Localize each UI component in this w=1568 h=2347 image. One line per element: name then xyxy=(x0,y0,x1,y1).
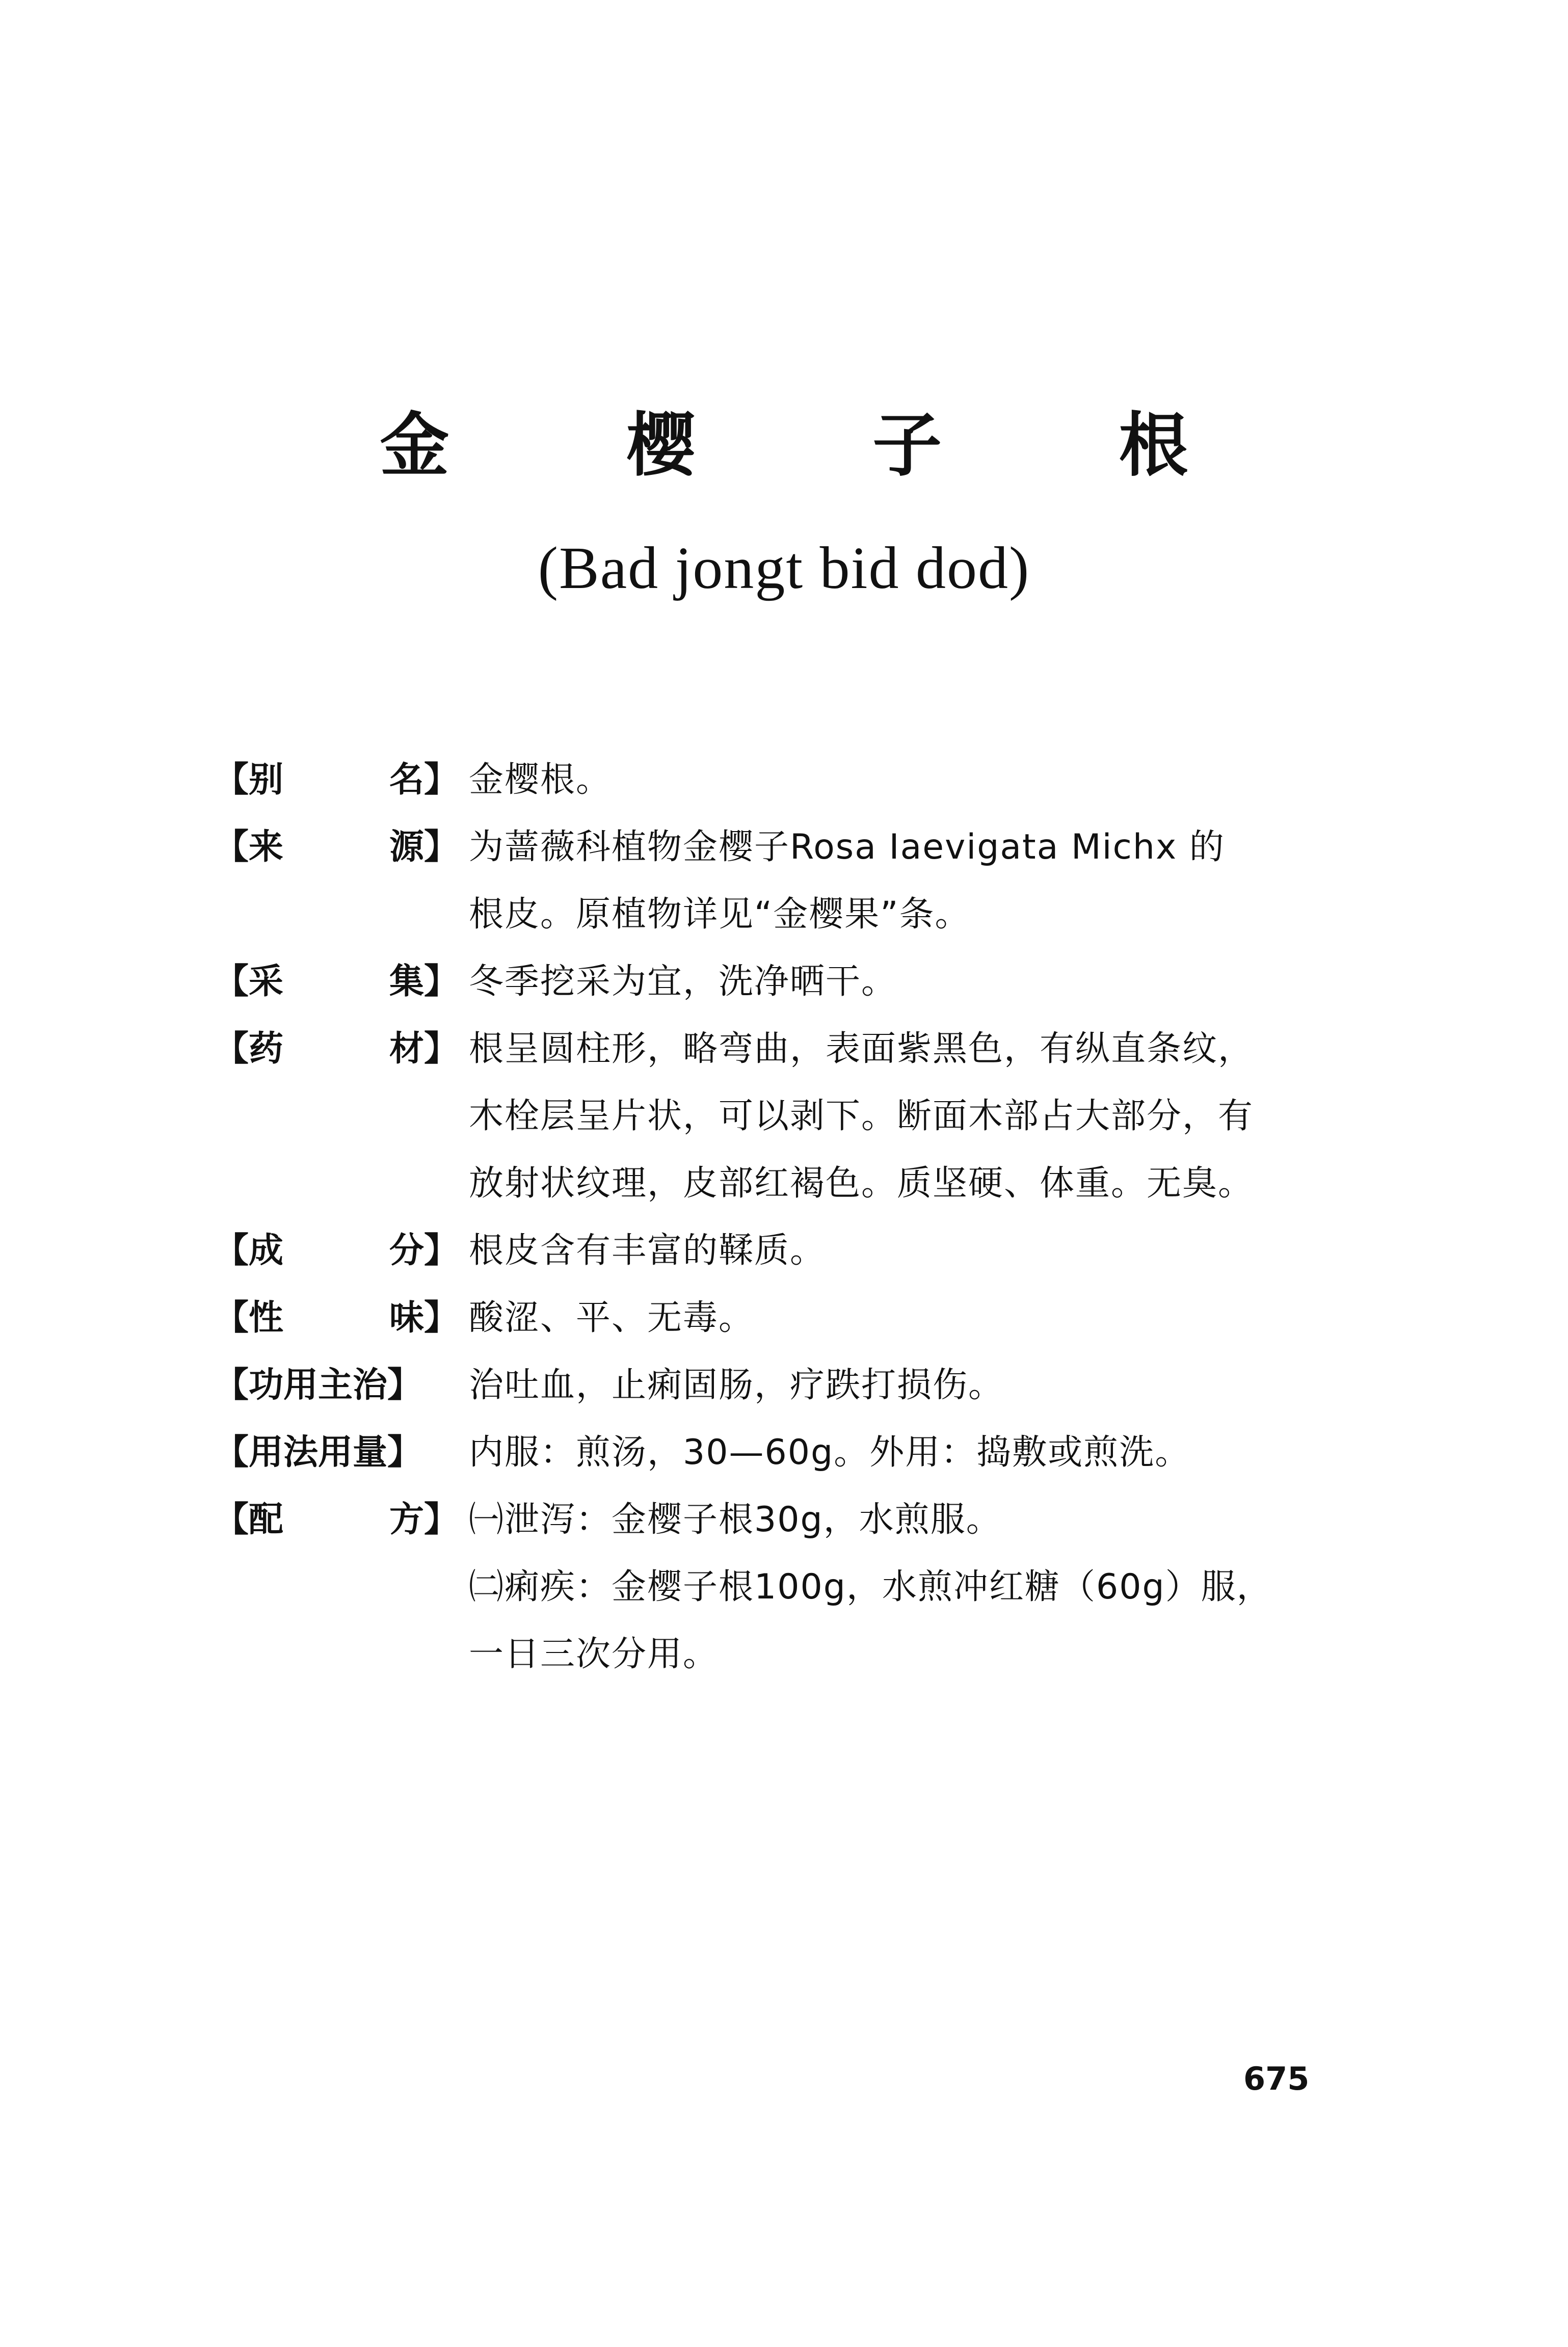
section-body xyxy=(459,814,1427,948)
section-usage xyxy=(214,1419,1427,1486)
section-body xyxy=(459,1217,1427,1285)
section-label-end: 方】 xyxy=(389,1500,459,1540)
section-line: 冬季挖采为宜，洗净晒干。 xyxy=(469,962,897,1002)
section-label xyxy=(214,746,459,814)
section-label xyxy=(214,1217,459,1285)
section-line: 木栓层呈片状，可以剥下。断面木部占大部分，有 xyxy=(469,1096,1254,1136)
entry-subtitle: (Bad jongt bid dod) xyxy=(538,535,1030,601)
section-composition xyxy=(214,1217,1427,1285)
section-line: 一日三次分用。 xyxy=(469,1634,719,1674)
section-label xyxy=(214,814,459,881)
section-label-end: 分】 xyxy=(389,1231,459,1271)
section-alias xyxy=(214,746,1427,814)
section-line: 根皮含有丰富的鞣质。 xyxy=(469,1231,826,1271)
section-label-start: 【来 xyxy=(214,827,284,867)
section-source xyxy=(214,814,1427,948)
section-label-end: 味】 xyxy=(389,1298,459,1338)
section-line: ㈠泄泻：金樱子根30g，水煎服。 xyxy=(469,1500,1002,1540)
section-label-start: 【功用主治】 xyxy=(214,1365,422,1405)
section-line: ㈡痢疾：金樱子根100g，水煎冲红糖（60g）服， xyxy=(469,1567,1272,1607)
section-label-end: 源】 xyxy=(389,827,459,867)
section-label-start: 【性 xyxy=(214,1298,284,1338)
section-line: 根呈圆柱形，略弯曲，表面紫黑色，有纵直条纹， xyxy=(469,1029,1254,1069)
section-label xyxy=(214,1285,459,1352)
entry-title: 金 樱 子 根 xyxy=(380,406,1265,486)
section-line: 金樱根。 xyxy=(469,760,612,800)
section-label-start: 【成 xyxy=(214,1231,284,1271)
section-body xyxy=(459,1285,1427,1352)
section-label-start: 【用法用量】 xyxy=(214,1432,422,1473)
section-collection xyxy=(214,948,1427,1016)
section-label-end: 材】 xyxy=(389,1029,459,1069)
section-label-end: 名】 xyxy=(389,760,459,800)
section-label-start: 【配 xyxy=(214,1500,284,1540)
section-line: 酸涩、平、无毒。 xyxy=(469,1298,755,1338)
section-line: 放射状纹理，皮部红褐色。质坚硬、体重。无臭。 xyxy=(469,1163,1254,1204)
section-body xyxy=(459,1352,1427,1419)
section-taste xyxy=(214,1285,1427,1352)
section-body xyxy=(459,746,1427,814)
section-label xyxy=(214,1419,459,1486)
section-body xyxy=(459,1486,1427,1688)
entry-sections xyxy=(214,746,1427,1688)
section-label-start: 【采 xyxy=(214,962,284,1002)
section-line: 内服：煎汤，30—60g。外用：捣敷或煎洗。 xyxy=(469,1432,1191,1473)
section-label-start: 【药 xyxy=(214,1029,284,1069)
section-body xyxy=(459,1419,1427,1486)
section-line: 为蔷薇科植物金樱子Rosa Iaevigata Michx 的 xyxy=(469,827,1225,867)
section-indications xyxy=(214,1352,1427,1419)
section-label xyxy=(214,948,459,1016)
section-label xyxy=(214,1352,459,1419)
section-label-end: 集】 xyxy=(389,962,459,1002)
section-body xyxy=(459,948,1427,1016)
section-label xyxy=(214,1486,459,1554)
section-body xyxy=(459,1016,1427,1217)
section-label xyxy=(214,1016,459,1083)
section-line: 根皮。原植物详见“金樱果”条。 xyxy=(469,894,971,935)
page-number: 675 xyxy=(1243,2060,1310,2097)
section-label-start: 【别 xyxy=(214,760,284,800)
section-material xyxy=(214,1016,1427,1217)
section-prescriptions xyxy=(214,1486,1427,1688)
section-line: 治吐血，止痢固肠，疗跌打损伤。 xyxy=(469,1365,1004,1405)
